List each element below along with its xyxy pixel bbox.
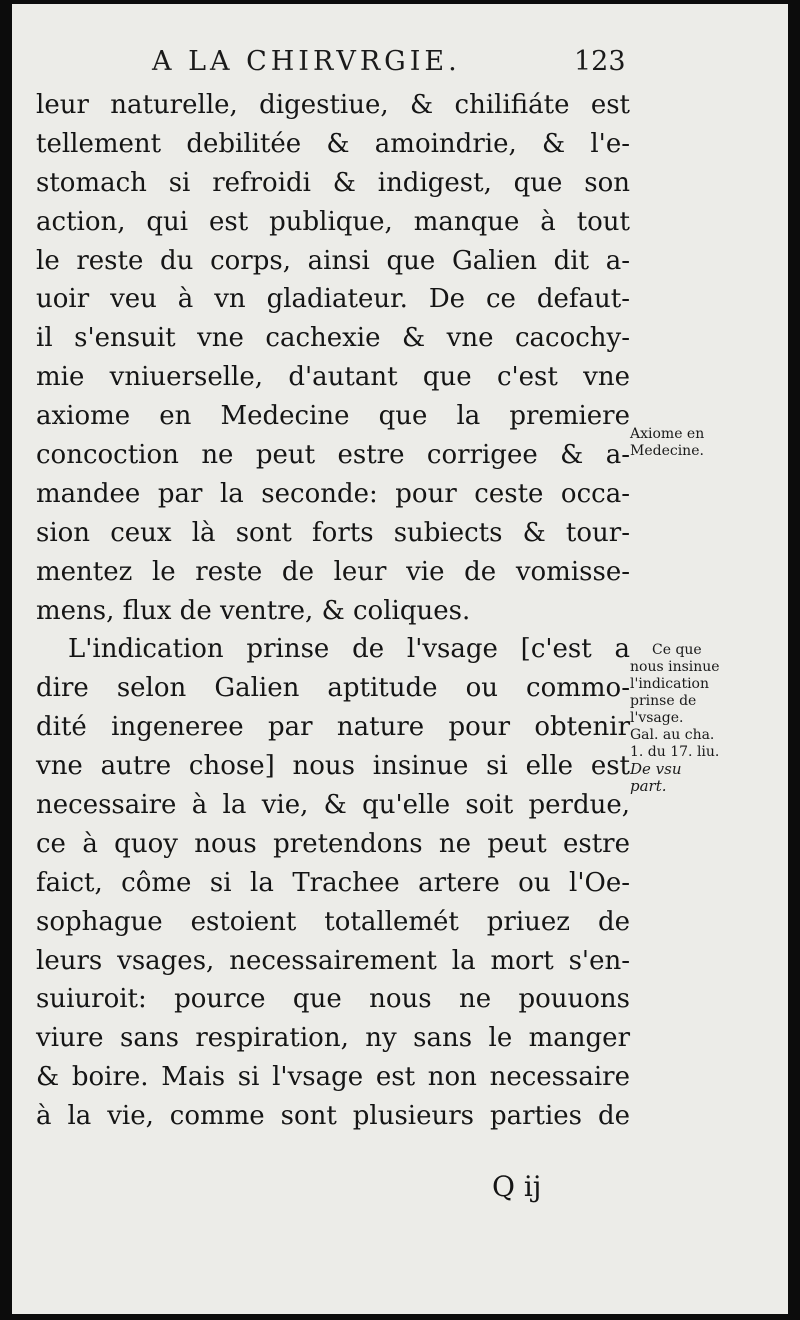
text-line: concoction ne peut estre corrigee & a- <box>36 440 630 471</box>
margin-note-line: 1. du 17. liu. <box>630 744 720 760</box>
margin-note-citation: part. <box>630 777 667 795</box>
text-line: viure sans respiration, ny sans le manger <box>36 1023 630 1054</box>
text-line: le reste du corps, ainsi que Galien dit a- <box>36 245 630 276</box>
text-line: action, qui est publique, manque à tout <box>36 206 630 237</box>
text-line: il s'ensuit vne cachexie & vne cacochy- <box>36 323 630 354</box>
paragraph-first-line: L'indication prinse de l'vsage [c'est a <box>68 634 630 665</box>
text-line: vne autre chose] nous insinue si elle est <box>36 751 630 782</box>
text-line: mens, flux de ventre, & coliques. <box>36 595 471 626</box>
text-line: necessaire à la vie, & qu'elle soit perdue, <box>36 790 630 821</box>
text-line: suiuroit: pource que nous ne pouuons <box>36 984 630 1015</box>
text-line: mandee par la seconde: pour ceste occa- <box>36 478 630 509</box>
text-line: dire selon Galien aptitude ou commo- <box>36 673 630 704</box>
text-line: sion ceux là sont forts subiects & tour- <box>36 517 630 548</box>
text-line: mie vniuerselle, d'autant que c'est vne <box>36 362 630 393</box>
margin-note-axiome <box>630 426 780 460</box>
book-page <box>12 4 788 1314</box>
text-line: sophague estoient totallemét priuez de <box>36 906 630 937</box>
margin-note-line: Medecine. <box>630 443 704 459</box>
text-line: faict, côme si la Trachee artere ou l'Oe- <box>36 867 630 898</box>
margin-note-line: Axiome en <box>630 426 705 442</box>
margin-note-line: l'vsage. <box>630 710 684 726</box>
signature-mark: Q ij <box>492 1170 542 1203</box>
text-line: mentez le reste de leur vie de vomisse- <box>36 556 630 587</box>
text-line: ce à quoy nous pretendons ne peut estre <box>36 828 630 859</box>
running-head: A LA CHIRVRGIE. <box>152 46 461 77</box>
text-line: dité ingeneree par nature pour obtenir <box>36 712 630 743</box>
text-line: stomach si refroidi & indigest, que son <box>36 167 630 198</box>
margin-note-vsage <box>630 642 780 795</box>
margin-note-line: Gal. au cha. <box>630 727 715 743</box>
text-line: & boire. Mais si l'vsage est non necessaire <box>36 1062 630 1093</box>
text-line: axiome en Medecine que la premiere <box>36 401 630 432</box>
margin-note-line: prinse de <box>630 693 697 709</box>
page-number: 123 <box>574 46 626 77</box>
text-line: tellement debilitée & amoindrie, & l'e- <box>36 128 630 159</box>
margin-note-citation: De vsu <box>630 760 682 778</box>
margin-note-line: nous insinue <box>630 659 720 675</box>
margin-note-line: Ce que <box>652 642 702 658</box>
text-line: leur naturelle, digestiue, & chilifiáte est <box>36 90 630 120</box>
margin-note-line: l'indication <box>630 676 709 692</box>
body-text <box>36 86 630 1136</box>
text-line: leurs vsages, necessairement la mort s'en- <box>36 945 630 976</box>
text-line: à la vie, comme sont plusieurs parties de <box>36 1101 630 1132</box>
text-line: uoir veu à vn gladiateur. De ce defaut- <box>36 284 630 315</box>
